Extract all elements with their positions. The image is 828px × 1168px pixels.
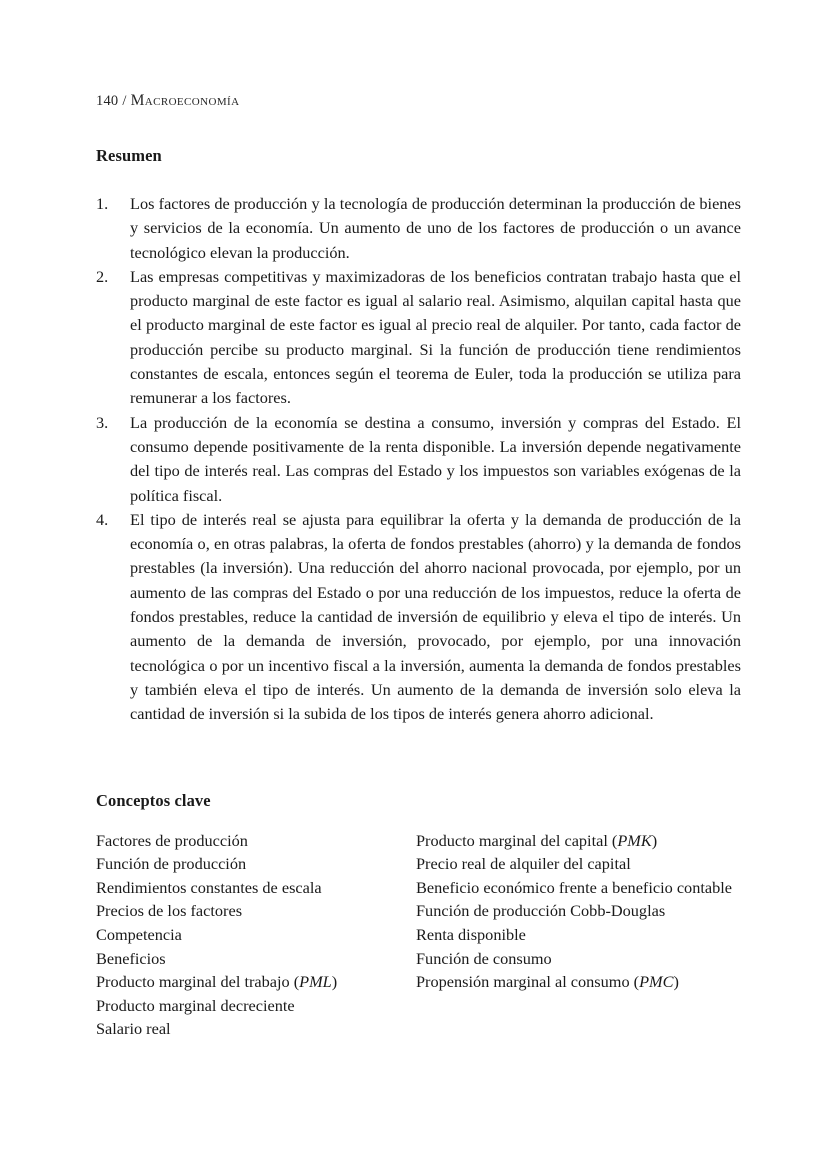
key-concept-item: [96, 947, 416, 971]
summary-list-item: [96, 192, 741, 265]
summary-item-text: Los factores de producción y la tecnología de producción determinan la producción de bienes y servicios de la economía. Un aumento de uno de los factores de producción o un avance tecnológico elevan la producción.: [130, 194, 741, 262]
summary-item-text: El tipo de interés real se ajusta para equilibrar la oferta y la demanda de producción de la economía o, en otras palabras, la oferta de fondos prestables (ahorro) y la demanda de fondos prestables (la inversión). Una reducción del ahorro nacional provocada, por ejemplo, por un aumento de las compras del Estado o por una reducción de los impuestos, reduce la oferta de fondos prestables, reduce la cantidad de inversión de equilibrio y eleva el tipo de interés. Un aumento de la demanda de inversión, provocado, por ejemplo, por una innovación tecnológica o por un incentivo fiscal a la inversión, aumenta la demanda de fondos prestables y también eleva el tipo de interés. Un aumento de la demanda de inversión solo eleva la cantidad de inversión si la subida de los tipos de interés genera ahorro adicional.: [130, 509, 741, 724]
key-concept-item: [96, 1017, 416, 1041]
key-concept-label: Producto marginal del capital (: [416, 830, 618, 850]
key-concept-acronym: PMK: [617, 830, 652, 850]
summary-item-number: 3.: [96, 412, 109, 432]
key-concept-item: [96, 852, 416, 876]
key-concept-label: Competencia: [96, 924, 182, 944]
key-concept-item: [96, 829, 416, 853]
key-concepts-columns: [96, 829, 741, 1041]
key-concept-label: Factores de producción: [96, 830, 248, 850]
key-concept-label: Función de consumo: [416, 948, 552, 968]
summary-item-number: 4.: [96, 509, 109, 529]
summary-list-item: [96, 508, 741, 727]
key-concept-item: [416, 947, 741, 971]
key-concept-label: Salario real: [96, 1019, 171, 1039]
key-concept-item: [96, 970, 416, 994]
key-concept-acronym-close: ): [331, 972, 338, 992]
key-concept-item: [96, 899, 416, 923]
summary-item-number: 2.: [96, 266, 109, 286]
key-concept-label: Producto marginal del trabajo (: [96, 972, 300, 992]
key-concepts-right-column: [416, 829, 741, 994]
key-concept-label: Función de producción: [96, 854, 247, 874]
running-head: [96, 92, 741, 110]
running-head-separator: /: [122, 93, 127, 109]
key-concept-label: Precio real de alquiler del capital: [416, 854, 631, 874]
key-concept-label: Propensión marginal al consumo (: [416, 972, 640, 992]
key-concept-label: Beneficios: [96, 948, 166, 968]
key-concept-item: [416, 923, 741, 947]
key-concept-item: [416, 899, 741, 923]
key-concept-acronym-close: ): [651, 830, 658, 850]
key-concept-item: [96, 923, 416, 947]
key-concept-label: Beneficio económico frente a beneficio contable: [416, 877, 732, 897]
key-concept-item: [416, 970, 741, 994]
key-concept-acronym: PML: [299, 972, 332, 992]
key-concept-item: [416, 852, 741, 876]
key-concepts-section: [96, 791, 741, 1041]
key-concept-label: Rendimientos constantes de escala: [96, 877, 322, 897]
page-number: 140: [96, 93, 119, 109]
summary-heading: Resumen: [96, 146, 162, 165]
key-concept-label: Renta disponible: [416, 924, 526, 944]
summary-list-item: [96, 265, 741, 411]
key-concepts-left-column: [96, 829, 416, 1041]
key-concept-item: [416, 829, 741, 853]
page-content: [96, 92, 741, 1041]
key-concept-label: Función de producción Cobb-Douglas: [416, 901, 666, 921]
summary-item-number: 1.: [96, 194, 109, 213]
summary-list: [96, 192, 741, 727]
summary-item-text: Las empresas competitivas y maximizadoras de los beneficios contratan trabajo hasta que el producto marginal de este factor es igual al salario real. Asimismo, alquilan capital hasta que el producto marginal de este factor es igual al precio real de alquiler. Por tanto, cada factor de producción percibe su producto marginal. Si la función de producción tiene rendimientos constantes de escala, entonces según el teorema de Euler, toda la producción se utiliza para remunerar a los factores.: [130, 266, 741, 408]
key-concept-label: Precios de los factores: [96, 901, 243, 921]
key-concept-acronym-close: ): [673, 972, 679, 992]
key-concepts-heading: Conceptos clave: [96, 790, 211, 810]
summary-item-text: La producción de la economía se destina a consumo, inversión y compras del Estado. El consumo depende positivamente de la renta disponible. La inversión depende negativamente del tipo de interés real. Las compras del Estado y los impuestos son variables exógenas de la política fiscal.: [130, 412, 741, 505]
key-concept-label: Producto marginal decreciente: [96, 995, 295, 1015]
key-concept-acronym: PMC: [639, 972, 674, 992]
summary-list-item: [96, 411, 741, 508]
book-title: Macroeconomía: [130, 92, 240, 109]
key-concept-item: [416, 876, 741, 900]
key-concept-item: [96, 876, 416, 900]
key-concept-item: [96, 994, 416, 1018]
